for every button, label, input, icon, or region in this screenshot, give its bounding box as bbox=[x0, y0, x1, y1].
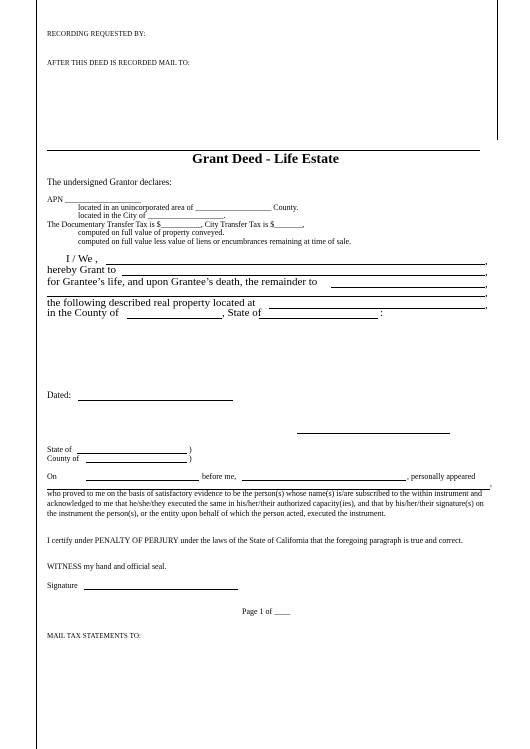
acknowledgment-paragraph: who proved to me on the basis of satisfactory evidence to be the person(s) whose name(s) is/are subscribed to the within instrument and acknowledged to me that he/she/they executed the same in his/her/their authorized capacity(ies), and that by his/her/their signature(s) on the instrument the person(s), or the entity upon behalf of which the person acted, executed the instrument. bbox=[47, 489, 484, 518]
grantor-comma: , bbox=[485, 255, 488, 267]
property-location-field[interactable] bbox=[269, 308, 485, 309]
page-number: Page 1 of ____ bbox=[242, 607, 291, 616]
notary-date-field[interactable] bbox=[86, 480, 199, 481]
county-of-label: County of bbox=[47, 454, 80, 463]
state-paren: ) bbox=[189, 445, 192, 454]
county-label: in the County of bbox=[47, 307, 119, 319]
personally-appeared-label: , personally appeared bbox=[407, 472, 476, 481]
full-value-line: computed on full value of property conveyed. bbox=[78, 228, 225, 237]
county-paren: ) bbox=[189, 454, 192, 463]
remainder-comma: , bbox=[485, 278, 488, 290]
grantor-name-field[interactable] bbox=[106, 264, 485, 265]
notary-signature-field[interactable] bbox=[84, 589, 238, 590]
grantee-comma: , bbox=[485, 266, 488, 278]
on-label: On bbox=[47, 472, 57, 481]
city-line: located in the City of ___________________. bbox=[78, 211, 226, 220]
county-field[interactable] bbox=[127, 318, 222, 319]
recording-requested-label: RECORDING REQUESTED BY: bbox=[47, 30, 146, 38]
remainder-label: for Grantee’s life, and upon Grantee’s death, the remainder to bbox=[47, 276, 318, 288]
before-me-label: before me, bbox=[202, 472, 237, 481]
left-margin-rule bbox=[36, 0, 37, 749]
mail-tax-statements-label: MAIL TAX STATEMENTS TO: bbox=[47, 632, 142, 640]
intro-text: The undersigned Grantor declares: bbox=[47, 177, 172, 187]
state-field[interactable] bbox=[259, 318, 378, 319]
notary-name-field[interactable] bbox=[242, 480, 406, 481]
witness-line: WITNESS my hand and official seal. bbox=[47, 562, 167, 571]
appeared-comma: , bbox=[490, 479, 492, 488]
state-of-label: State of bbox=[47, 445, 72, 454]
transfer-tax-line: The Documentary Transfer Tax is $__________, City Transfer Tax is $_______, bbox=[47, 220, 305, 229]
certify-paragraph: I certify under PENALTY OF PERJURY under the laws of the State of California that the foregoing paragraph is true and correct. bbox=[47, 536, 463, 545]
mail-to-label: AFTER THIS DEED IS RECORDED MAIL TO: bbox=[47, 59, 190, 67]
grantor-signature-field[interactable] bbox=[297, 433, 450, 434]
continued-comma: , bbox=[485, 287, 488, 299]
less-liens-line: computed on full value less value of liens or encumbrances remaining at time of sale. bbox=[78, 237, 352, 246]
signature-label: Signature bbox=[47, 581, 78, 590]
page-title: Grant Deed - Life Estate bbox=[192, 152, 339, 167]
title-rule bbox=[47, 150, 480, 151]
property-comma: , bbox=[485, 299, 488, 311]
right-margin-rule bbox=[497, 0, 498, 140]
state-label: , State of bbox=[222, 307, 262, 319]
remainder-name-field[interactable] bbox=[331, 287, 485, 288]
hereby-grant-label: hereby Grant to bbox=[47, 264, 117, 276]
notary-county-field[interactable] bbox=[86, 462, 187, 463]
unincorporated-line: located in an unincorporated area of ___________________ County. bbox=[78, 203, 299, 212]
notary-state-field[interactable] bbox=[77, 453, 187, 454]
dated-field[interactable] bbox=[78, 400, 233, 401]
i-we-label: I / We , bbox=[66, 253, 98, 265]
dated-label: Dated: bbox=[47, 390, 71, 400]
state-colon: : bbox=[380, 307, 384, 319]
property-location-label: the following described real property located at bbox=[47, 297, 256, 309]
apn-line: APN ___________________ bbox=[47, 195, 142, 204]
